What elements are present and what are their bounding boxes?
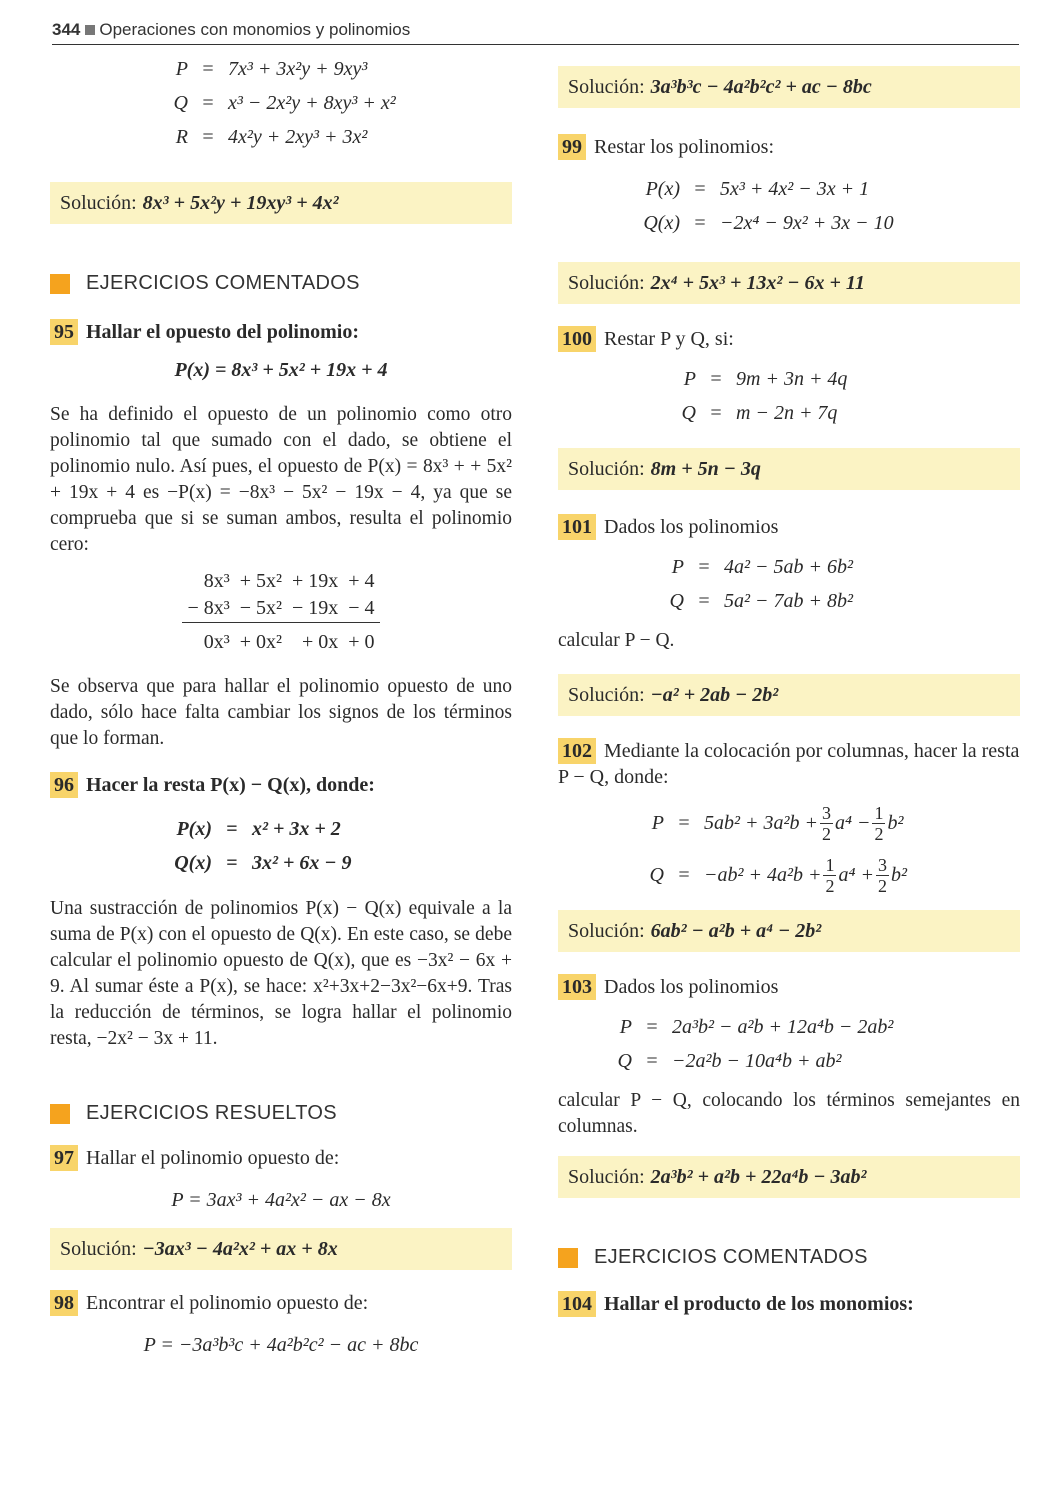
exercise-101 (558, 514, 1020, 540)
eq-lhs: Q (173, 92, 188, 114)
equation-block (632, 172, 1020, 240)
paragraph: Se observa que para hallar el polinomio opuesto de uno dado, sólo hace falta cambiar los signos de los términos que lo forman. (50, 676, 512, 749)
eq-lhs: R (175, 126, 188, 148)
eq-rhs: m − 2n + 7q (736, 402, 838, 424)
exercise-100 (558, 326, 1020, 352)
solution-box (50, 182, 512, 224)
eq-lhs: Q (617, 1050, 632, 1072)
exercise-title: Mediante la colocación por columnas, hacer la resta P − Q, donde: (558, 740, 1020, 788)
section-title: EJERCICIOS COMENTADOS (594, 1246, 868, 1268)
equation-row: Q = x³ − 2x²y + 8xy³ + x² (162, 86, 512, 120)
paragraph: calcular P − Q, colocando los términos semejantes en columnas. (558, 1090, 1020, 1137)
exercise-98 (50, 1290, 512, 1316)
numerator: 3 (877, 854, 887, 875)
eq-lhs: P(x) (176, 818, 212, 840)
solution-label: Solución: (568, 919, 645, 942)
formula: P = 3ax³ + 4a²x² − ax − 8x (171, 1189, 391, 1211)
exercise-number: 97 (50, 1145, 78, 1171)
header-square-icon (85, 25, 95, 35)
eq-term: b² (887, 812, 904, 834)
eq-lhs: Q(x) (174, 852, 212, 874)
exercise-title: Encontrar el polinomio opuesto de: (86, 1292, 369, 1314)
eq-rhs: 9m + 3n + 4q (736, 368, 848, 390)
solution-label: Solución: (568, 683, 645, 706)
eq-lhs: P (671, 556, 684, 578)
exercise-number: 100 (558, 326, 596, 352)
solution-box (558, 66, 1020, 108)
section-heading (558, 1246, 1020, 1269)
exercise-title: Restar los polinomios: (594, 136, 774, 158)
solution-value: −3ax³ − 4a²x² + ax + 8x (142, 1237, 338, 1260)
eq-lhs: P (619, 1016, 632, 1038)
exercise-number: 103 (558, 974, 596, 1000)
table-cell: + 4 (348, 570, 375, 592)
exercise-95 (50, 319, 512, 345)
exercise-title: Dados los polinomios (604, 976, 779, 998)
exercise-97 (50, 1145, 512, 1171)
section-title: EJERCICIOS RESUELTOS (86, 1102, 337, 1124)
fraction (876, 855, 889, 896)
eq-rhs: −2x⁴ − 9x² + 3x − 10 (720, 212, 894, 234)
equation-row: R = 4x²y + 2xy³ + 3x² (162, 120, 512, 154)
fraction (823, 855, 836, 896)
equation-block (606, 1010, 1020, 1078)
table-cell: − 8x³ (187, 597, 230, 619)
table-cell: − 19x (292, 597, 339, 619)
eq-lhs: Q (681, 402, 696, 424)
exercise-number: 104 (558, 1291, 596, 1317)
equation-row: P(x) = 5x³ + 4x² − 3x + 1 (632, 172, 1020, 206)
exercise-99 (558, 134, 1020, 160)
exercise-104 (558, 1291, 1020, 1317)
eq-rhs: 7x³ + 3x²y + 9xy³ (228, 58, 368, 80)
equation-block-top (162, 52, 512, 154)
equation-row: P = 7x³ + 3x²y + 9xy³ (162, 52, 512, 86)
eq-rhs: 4a² − 5ab + 6b² (724, 556, 853, 578)
solution-value: 6ab² − a²b + a⁴ − 2b² (650, 919, 822, 942)
fraction (820, 803, 833, 844)
eq-rhs: x² + 3x + 2 (252, 818, 341, 840)
solution-label: Solución: (568, 75, 645, 98)
exercise-title: Restar P y Q, si: (604, 328, 734, 350)
solution-value: 8m + 5n − 3q (650, 457, 761, 480)
equation-block (162, 812, 512, 880)
exercise-number: 99 (558, 134, 586, 160)
numerator: 1 (874, 802, 884, 823)
equation-row: P(x) = x² + 3x + 2 (162, 812, 512, 846)
equation-row: Q = m − 2n + 7q (670, 396, 1020, 430)
solution-value: 3a³b³c − 4a²b²c² + ac − 8bc (650, 75, 872, 98)
page-number: 344 (52, 20, 81, 39)
section-heading (50, 1102, 512, 1125)
equation-row: P = 2a³b² − a²b + 12a⁴b − 2ab² (606, 1010, 1020, 1044)
exercise-number: 101 (558, 514, 596, 540)
numerator: 1 (825, 854, 835, 875)
eq-term: a⁴ − (834, 812, 871, 834)
solution-box (558, 262, 1020, 304)
section-square-icon (50, 274, 70, 294)
denominator: 2 (825, 875, 835, 896)
table-cell: + 0x (287, 623, 343, 657)
eq-rhs: 5x³ + 4x² − 3x + 1 (720, 178, 870, 200)
table-row (182, 623, 379, 657)
exercise-number: 95 (50, 319, 78, 345)
solution-box (558, 674, 1020, 716)
eq-rhs: x³ − 2x²y + 8xy³ + x² (228, 92, 396, 114)
eq-lhs: Q (649, 864, 664, 886)
solution-label: Solución: (60, 1237, 137, 1260)
eq-lhs: P (683, 368, 696, 390)
table-cell: + 19x (292, 570, 339, 592)
exercise-number: 96 (50, 772, 78, 798)
table-cell: + 0x² (235, 623, 287, 657)
equation-row: Q = −ab² + 4a²b + $\frac{1}{2}$ a⁴ + $\frac{3}{2}$ b² (638, 852, 1020, 898)
eq-term: 5ab² + 3a²b + (704, 812, 818, 834)
exercise-title: Hallar el producto de los monomios: (604, 1293, 914, 1315)
solution-label: Solución: (568, 271, 645, 294)
eq-rhs: 5a² − 7ab + 8b² (724, 590, 853, 612)
solution-value: −a² + 2ab − 2b² (650, 683, 779, 706)
equation-row: P = 9m + 3n + 4q (670, 362, 1020, 396)
table-row (182, 568, 379, 595)
formula: P = −3a³b³c + 4a²b²c² − ac + 8bc (143, 1334, 419, 1356)
numerator: 3 (821, 802, 831, 823)
equation-row: Q(x) = 3x² + 6x − 9 (162, 846, 512, 880)
paragraph: Una sustracción de polinomios P(x) − Q(x) equivale a la suma de P(x) con el opuesto de Q(x). En este caso, se debe calcular el polinomio opuesto de Q(x), que es −3x² − 6x + 9. Al sumar éste a P(x), se hace: x²+3x+2−3x²−6x+9. Tras la reducción de términos, se logra hallar el polinomio resta, −2x² − 3x + 11. (50, 898, 512, 1049)
table-row (182, 595, 379, 623)
equation-block-fractions (638, 800, 1020, 898)
exercise-title: Hallar el polinomio opuesto de: (86, 1147, 340, 1169)
section-square-icon (558, 1248, 578, 1268)
eq-term: −ab² + 4a²b + (704, 864, 822, 886)
solution-box (50, 1228, 512, 1270)
solution-label: Solución: (568, 457, 645, 480)
denominator: 2 (877, 875, 887, 896)
exercise-102 (558, 738, 1020, 790)
exercise-title: Hacer la resta P(x) − Q(x), donde: (86, 774, 375, 796)
exercise-103 (558, 974, 1020, 1000)
exercise-96 (50, 772, 512, 798)
table-cell: 0x³ (182, 623, 234, 657)
equation-row: P = 5ab² + 3a²b + $\frac{3}{2}$ a⁴ − $\frac{1}{2}$ b² (638, 800, 1020, 846)
denominator: 2 (874, 823, 884, 844)
section-heading (50, 272, 512, 295)
exercise-title: Hallar el opuesto del polinomio: (86, 321, 359, 343)
equation-row: Q(x) = −2x⁴ − 9x² + 3x − 10 (632, 206, 1020, 240)
section-title: EJERCICIOS COMENTADOS (86, 272, 360, 294)
exercise-title: Dados los polinomios (604, 516, 779, 538)
solution-box (558, 1156, 1020, 1198)
eq-term: a⁴ + (838, 864, 874, 886)
table-cell: 8x³ (203, 570, 230, 592)
eq-lhs: Q (669, 590, 684, 612)
solution-value: 8x³ + 5x²y + 19xy³ + 4x² (142, 191, 339, 214)
equation-row: P = 4a² − 5ab + 6b² (658, 550, 1020, 584)
eq-lhs: P (651, 812, 664, 834)
equation-row: Q = −2a²b − 10a⁴b + ab² (606, 1044, 1020, 1078)
formula: P(x) = 8x³ + 5x² + 19x + 4 (174, 359, 388, 381)
eq-term: b² (890, 864, 907, 886)
exercise-number: 98 (50, 1290, 78, 1316)
eq-rhs: 3x² + 6x − 9 (252, 852, 352, 874)
solution-label: Solución: (60, 191, 137, 214)
section-square-icon (50, 1104, 70, 1124)
equation-block (658, 550, 1020, 618)
equation-block (670, 362, 1020, 430)
solution-box (558, 910, 1020, 952)
denominator: 2 (821, 823, 831, 844)
left-column (50, 52, 512, 1357)
eq-lhs: P(x) (645, 178, 680, 200)
eq-lhs: Q(x) (643, 212, 680, 234)
solution-value: 2x⁴ + 5x³ + 13x² − 6x + 11 (650, 271, 865, 294)
addition-table (182, 568, 379, 656)
solution-label: Solución: (568, 1165, 645, 1188)
solution-box (558, 448, 1020, 490)
eq-lhs: P (175, 58, 188, 80)
page-header (52, 20, 1019, 45)
paragraph: Se ha definido el opuesto de un polinomio como otro polinomio tal que sumado con el dado, se obtiene el polinomio nulo. Así pues, el opuesto de P(x) = 8x³ + + 5x² + 19x + 4 es −P(x) = −8x³ − 5x² − 19x − 4, ya que se comprueba que si se suman ambos, resulta el polinomio cero: (50, 404, 512, 555)
exercise-number: 102 (558, 738, 596, 764)
right-column (558, 66, 1020, 1317)
table-cell: − 4 (348, 597, 375, 619)
chapter-title: Operaciones con monomios y polinomios (99, 20, 411, 39)
eq-rhs: 2a³b² − a²b + 12a⁴b − 2ab² (672, 1016, 894, 1038)
fraction (872, 803, 885, 844)
table-cell: − 5x² (239, 597, 282, 619)
eq-rhs: 4x²y + 2xy³ + 3x² (228, 126, 368, 148)
equation-row: Q = 5a² − 7ab + 8b² (658, 584, 1020, 618)
table-cell: + 5x² (239, 570, 282, 592)
paragraph: calcular P − Q. (558, 630, 675, 651)
table-cell: + 0 (343, 623, 379, 657)
solution-value: 2a³b² + a²b + 22a⁴b − 3ab² (650, 1165, 867, 1188)
eq-rhs: −2a²b − 10a⁴b + ab² (672, 1050, 842, 1072)
